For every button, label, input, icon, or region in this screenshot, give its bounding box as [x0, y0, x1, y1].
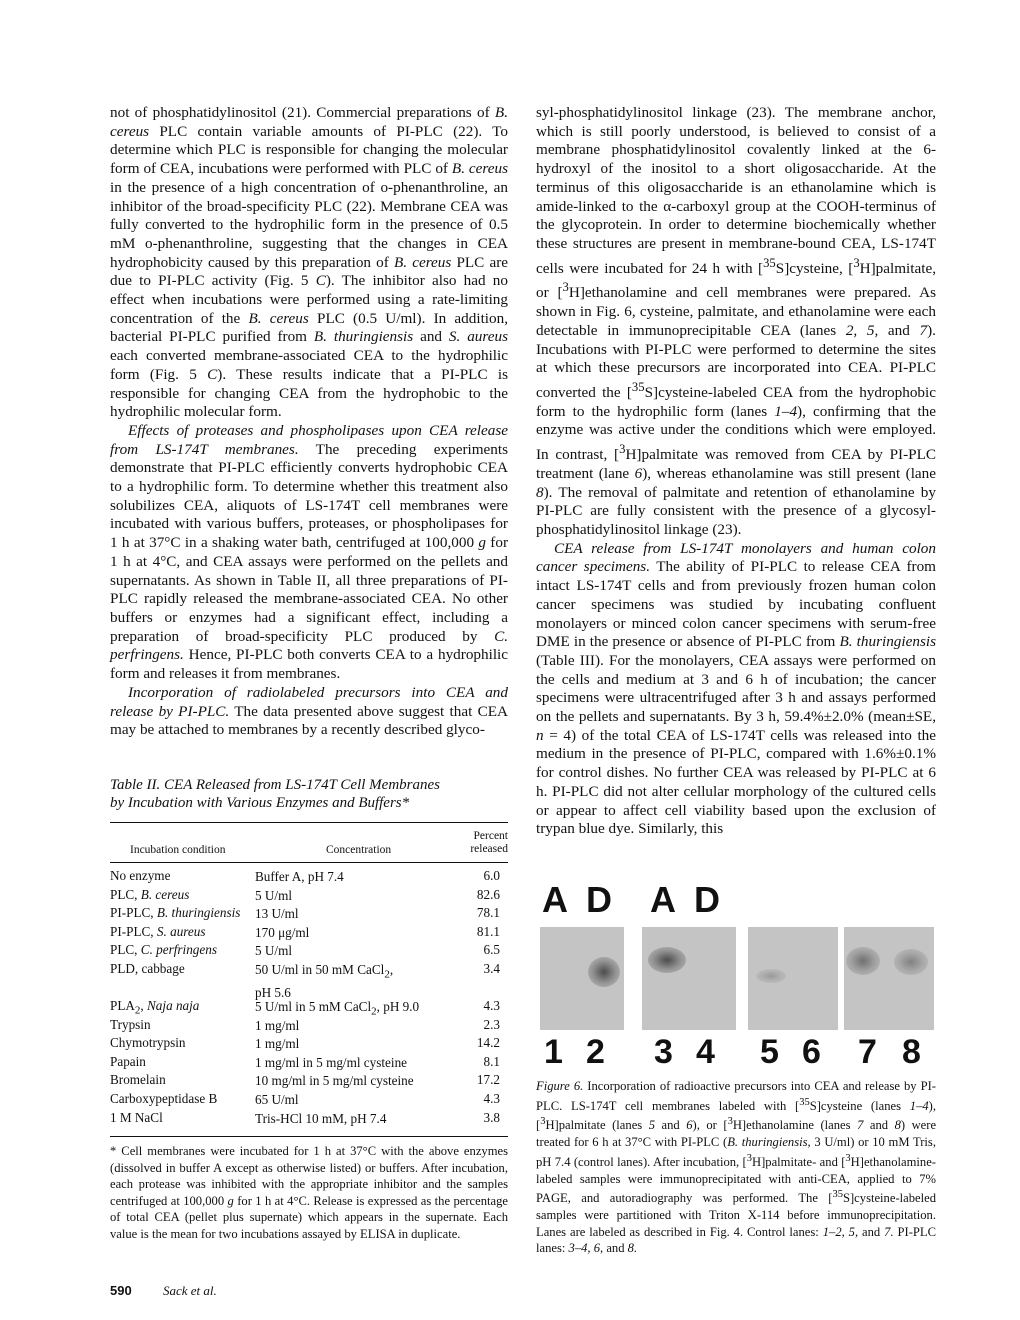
table-row: Chymotrypsin 1 mg/ml 14.2: [110, 1035, 500, 1052]
column-header-condition: Incubation condition: [130, 844, 226, 856]
right-paragraph-1: syl-phosphatidylinositol linkage (23). The membrane anchor, which is still poorly understood, is believed to consist of a membrane phosphatidylinositol covalently linked at the 6-hydroxyl of the inositol to a short oligosaccharide. At the terminus of this oligosaccharide is an ethanolamine which is amide-linked to the α-carboxyl group at the COOH-terminus of the glycoprotein. In order to determine biochemically whether these structures are present in membrane-bound CEA, LS-174T cells were incubated for 24 h with [$^{35}$S]cysteine, [$^3$H]palmitate, or [$^3$H]ethanolamine and cell membranes were prepared. As shown in Fig. 6, cysteine, palmitate, and ethanolamine were each detectable in immunoprecipitable CEA (lanes 2, 5, and 7). Incubations with PI-PLC were performed to determine the sites at which these precursors are incorporated into CEA. PI-PLC converted the [$^{35}$S]cysteine-labeled CEA from the hydrophobic form to the hydrophilic form (lanes 1–4), confirming that the enzyme was active under the conditions which were employed. In contrast, [$^3$H]palmitate was removed from CEA by PI-PLC treatment (lane 6), whereas ethanolamine was still present (lane 8). The removal of palmitate and retention of ethanolamine by PI-PLC are fully consistent with the presence of a glycosyl-phosphatidylinositol linkage (23).: [536, 104, 936, 539]
figure-6-autoradiograph: [536, 880, 936, 1080]
table-row: No enzyme Buffer A, pH 7.4 6.0: [110, 868, 500, 884]
left-paragraph-2: Effects of proteases and phospholipases upon CEA release from LS-174T membranes. The preceding experiments demonstrate that PI-PLC efficiently converts hydrophobic CEA to a hydrophilic form. To determine whether this treatment also solubilizes CEA, aliquots of LS-174T cell membranes were incubated with various buffers, proteases, or phospholipases for 1 h at 37°C in a shaking water bath, centrifuged at 100,000 g for 1 h at 4°C, and CEA assays were performed on the pellets and supernatants. As shown in Table II, all three preparations of PI-PLC rapidly released the membrane-associated CEA. No other buffers or enzymes had a significant effect, including a preparation of broad-specificity PLC produced by C. perfringens. Hence, PI-PLC both converts CEA to a hydrophilic form and releases it from membranes.: [110, 421, 509, 683]
lane-number: 5: [760, 1033, 779, 1071]
lane-number: 1: [544, 1033, 563, 1071]
gel-band: [756, 969, 786, 983]
lane-label-d: D: [586, 879, 612, 920]
gel-band: [846, 947, 880, 975]
left-paragraph-1: not of phosphatidylinositol (21). Commercial preparations of B. cereus PLC contain variable amounts of PI-PLC (22). To determine which PLC is responsible for changing the molecular form of CEA, incubations were performed with PLC of B. cereus in the presence of a high concentration of o-phenanthroline, an inhibitor of the broad-specificity PLC (22). Membrane CEA was fully converted to the hydrophilic form in the presence of 0.5 mM o-phenanthroline, suggesting that the changes in CEA hydrophobicity caused by this preparation of B. cereus PLC are due to PI-PLC activity (Fig. 5 C). The inhibitor also had no effect when incubations were performed using a rate-limiting concentration of the B. cereus PLC (0.5 U/ml). In addition, bacterial PI-PLC purified from B. thuringiensis and S. aureus each converted membrane-associated CEA to the hydrophilic form (Fig. 5 C). These results indicate that a PI-PLC is responsible for changing CEA from the hydrophobic to the hydrophilic molecular form.: [110, 104, 509, 421]
table-footnote: * Cell membranes were incubated for 1 h at 37°C with the above enzymes (dissolved in buffer A except as otherwise listed) or buffers. After incubation, each protease was inhibited with the appropriate inhibitor and the samples centrifuged at 100,000 g for 1 h at 4°C. Release is expressed as the percentage of total CEA (pellet plus supernate) which appears in the supernate. Each value is the mean for two incubations assayed by ELISA in duplicate.: [110, 1144, 508, 1241]
column-header-concentration: Concentration: [326, 844, 392, 856]
gel-band: [588, 957, 620, 987]
table-caption: Table II. CEA Released from LS-174T Cell Membranes by Incubation with Various Enzymes and Buffers*: [110, 777, 440, 811]
table-row: PLC, C. perfringens 5 U/ml 6.5: [110, 942, 500, 959]
table-rule-header: [110, 862, 508, 863]
table-row: PI-PLC, B. thuringiensis 13 U/ml 78.1: [110, 905, 500, 922]
right-column: [536, 104, 936, 839]
table-row: $PLA_2$, Naja naja 5 U/ml in 5 mM CaCl$_2$, pH 9.0 4.3: [110, 997, 500, 1018]
lane-number: 7: [858, 1033, 877, 1071]
table-body: [110, 868, 508, 1128]
section-heading-cea-release: CEA release from LS-174T monolayers and human colon cancer specimens.: [536, 539, 936, 576]
table-row: Papain 1 mg/ml in 5 mg/ml cysteine 8.1: [110, 1053, 500, 1070]
gel-band: [648, 947, 686, 973]
lane-label-a: A: [650, 879, 676, 920]
lane-number: 3: [654, 1033, 673, 1071]
table-header: [110, 826, 508, 860]
lane-number: 4: [696, 1033, 715, 1071]
table-row: Carboxypeptidase B 65 U/ml 4.3: [110, 1090, 500, 1107]
gel-panel-lanes-3-4: [642, 927, 736, 1030]
section-heading-incorporation: Incorporation of radiolabeled precursors into CEA and release by PI-PLC.: [110, 683, 508, 720]
page-footer: [110, 1283, 217, 1299]
column-header-percent: Percent released: [470, 830, 508, 855]
lane-number: 6: [802, 1033, 821, 1071]
table-row: PI-PLC, S. aureus 170 μg/ml 81.1: [110, 923, 500, 940]
table-row: PLD, cabbage 50 U/ml in 50 mM CaCl$_2$, pH 5.6 3.4: [110, 960, 500, 1001]
running-head: Sack et al.: [162, 1283, 217, 1298]
table-row: 1 M NaCl Tris-HCl 10 mM, pH 7.4 3.8: [110, 1109, 500, 1126]
left-paragraph-3: Incorporation of radiolabeled precursors into CEA and release by PI-PLC. The data presented above suggest that CEA may be attached to membranes by a recently described glyco-: [110, 683, 508, 739]
gel-panel-lanes-5-6: [748, 927, 838, 1030]
table-row: Bromelain 10 mg/ml in 5 mg/ml cysteine 17.2: [110, 1072, 500, 1089]
left-column: [110, 104, 508, 740]
lane-number: 2: [586, 1033, 605, 1071]
lane-number: 8: [902, 1033, 921, 1071]
table-row: PLC, B. cereus 5 U/ml 82.6: [110, 886, 500, 903]
gel-band: [894, 949, 928, 975]
figure-caption: Figure 6. Incorporation of radioactive precursors into CEA and release by PI-PLC. LS-174T cell membranes labeled with [$^{35}$S]cysteine (lanes 1–4), [$^3$H]palmitate (lanes 5 and 6), or [$^3$H]ethanolamine (lanes 7 and 8) were treated for 6 h at 37°C with PI-PLC (B. thuringiensis, 3 U/ml) or 10 mM Tris, pH 7.4 (control lanes). After incubation, [$^3$H]palmitate- and [$^3$H]ethanolamine-labeled samples were immunoprecipitated with anti-CEA, applied to 7% PAGE, and autoradiography was performed. The [$^{35}$S]cysteine-labeled samples were partitioned with Triton X-114 before immunoprecipitation. Lanes are labeled as described in Fig. 4. Control lanes: 1–2, 5, and 7. PI-PLC lanes: 3–4, 6, and 8.: [536, 1079, 937, 1256]
page-number: 590: [110, 1283, 132, 1298]
table-rule-top: [110, 822, 508, 823]
table-row: Trypsin 1 mg/ml 2.3: [110, 1016, 500, 1033]
right-paragraph-2: CEA release from LS-174T monolayers and human colon cancer specimens. The ability of PI-PLC to release CEA from intact LS-174T cells and from previously frozen human colon cancer specimens was studied by incubating confluent monolayers or minced colon cancer specimens with serum-free DME in the presence or absence of PI-PLC from B. thuringiensis (Table III). For the monolayers, CEA assays were performed on the cells and medium at 3 and 6 h of incubation; the cancer specimens were ultracentrifuged after 3 h and assays performed on the pellets and supernatants. By 3 h, 59.4%±2.0% (mean±SE, n = 4) of the total CEA of LS-174T cells was released into the medium in the presence of PI-PLC, compared with 1.6%±0.1% for control dishes. No further CEA was released by PI-PLC at 6 h. PI-PLC did not alter cellular morphology of the cultured cells or appear to affect cell viability based upon the exclusion of trypan blue dye. Similarly, this: [536, 539, 936, 838]
gel-panel-lanes-7-8: [844, 927, 934, 1030]
table-rule-bottom: [110, 1136, 508, 1137]
lane-label-d: D: [694, 879, 720, 920]
section-heading-effects: Effects of proteases and phospholipases upon CEA release from LS-174T membranes.: [110, 421, 508, 458]
lane-label-a: A: [542, 879, 568, 920]
gel-panel-lanes-1-2: [540, 927, 624, 1030]
